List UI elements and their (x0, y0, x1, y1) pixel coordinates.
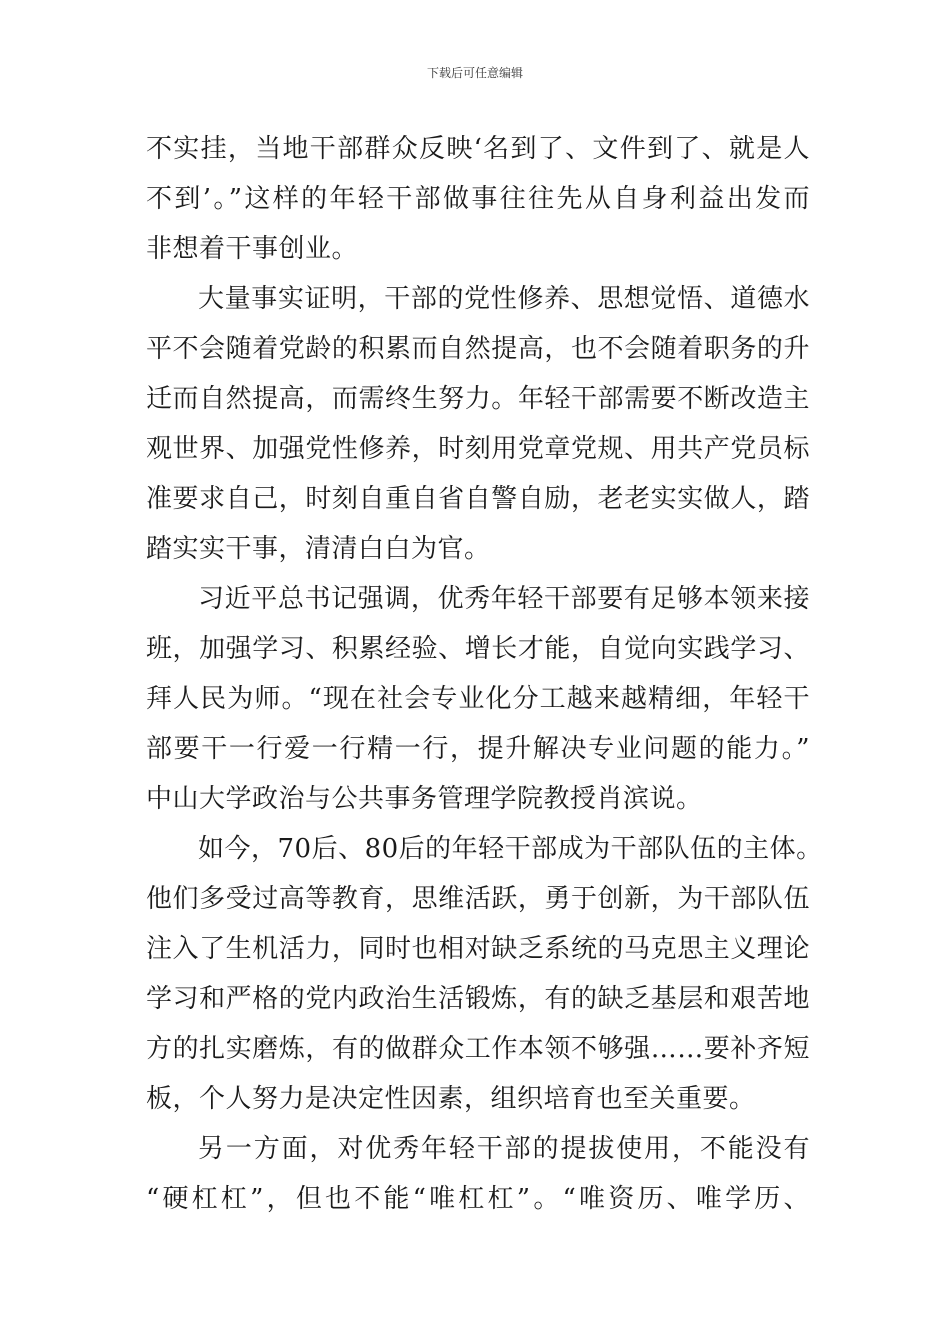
text-line: 拜人民为师。“现在社会专业化分工越来越精细，年轻干 (146, 684, 810, 714)
text-line: 部要干一行爱一行精一行，提升解决专业问题的能力。” (146, 734, 810, 764)
text-line: 准要求自己，时刻自重自省自警自励，老老实实做人，踏 (146, 484, 810, 514)
text-line: “硬杠杠”，但也不能“唯杠杠”。“唯资历、唯学历、 (146, 1184, 810, 1214)
page-header: 下载后可任意编辑 (426, 66, 523, 80)
paragraph (146, 824, 823, 1124)
text-line: 学习和严格的党内政治生活锻炼，有的缺乏基层和艰苦地 (146, 984, 810, 1014)
paragraph (146, 574, 810, 824)
paragraph (146, 124, 810, 274)
paragraph (146, 1124, 810, 1224)
text-line: 注入了生机活力，同时也相对缺乏系统的马克思主义理论 (146, 934, 810, 964)
text-line: 班，加强学习、积累经验、增长才能，自觉向实践学习、 (146, 634, 810, 664)
text-line: 平不会随着党龄的积累而自然提高，也不会随着职务的升 (146, 334, 810, 364)
text-line: 观世界、加强党性修养，时刻用党章党规、用共产党员标 (146, 434, 810, 464)
text-line: 踏实实干事，清清白白为官。 (146, 534, 491, 564)
text-line: 习近平总书记强调，优秀年轻干部要有足够本领来接 (198, 584, 810, 614)
text-line: 不实挂，当地干部群众反映‘名到了、文件到了、就是人 (146, 134, 810, 164)
paragraph (146, 274, 810, 574)
text-line: 大量事实证明，干部的党性修养、思想觉悟、道德水 (198, 284, 810, 314)
text-line: 板，个人努力是决定性因素，组织培育也至关重要。 (146, 1084, 756, 1114)
text-line: 不到’。”这样的年轻干部做事往往先从自身利益出发而 (146, 184, 810, 214)
text-line: 中山大学政治与公共事务管理学院教授肖滨说。 (146, 784, 703, 814)
document-body (146, 124, 823, 1224)
text-line: 如今，70后、80后的年轻干部成为干部队伍的主体。 (198, 834, 823, 864)
text-line: 方的扎实磨炼，有的做群众工作本领不够强……要补齐短 (146, 1034, 810, 1064)
text-line: 他们多受过高等教育，思维活跃，勇于创新，为干部队伍 (146, 884, 810, 914)
text-line: 非想着干事创业。 (146, 234, 359, 264)
text-line: 另一方面，对优秀年轻干部的提拔使用，不能没有 (198, 1134, 810, 1164)
text-line: 迁而自然提高，而需终生努力。年轻干部需要不断改造主 (146, 384, 810, 414)
